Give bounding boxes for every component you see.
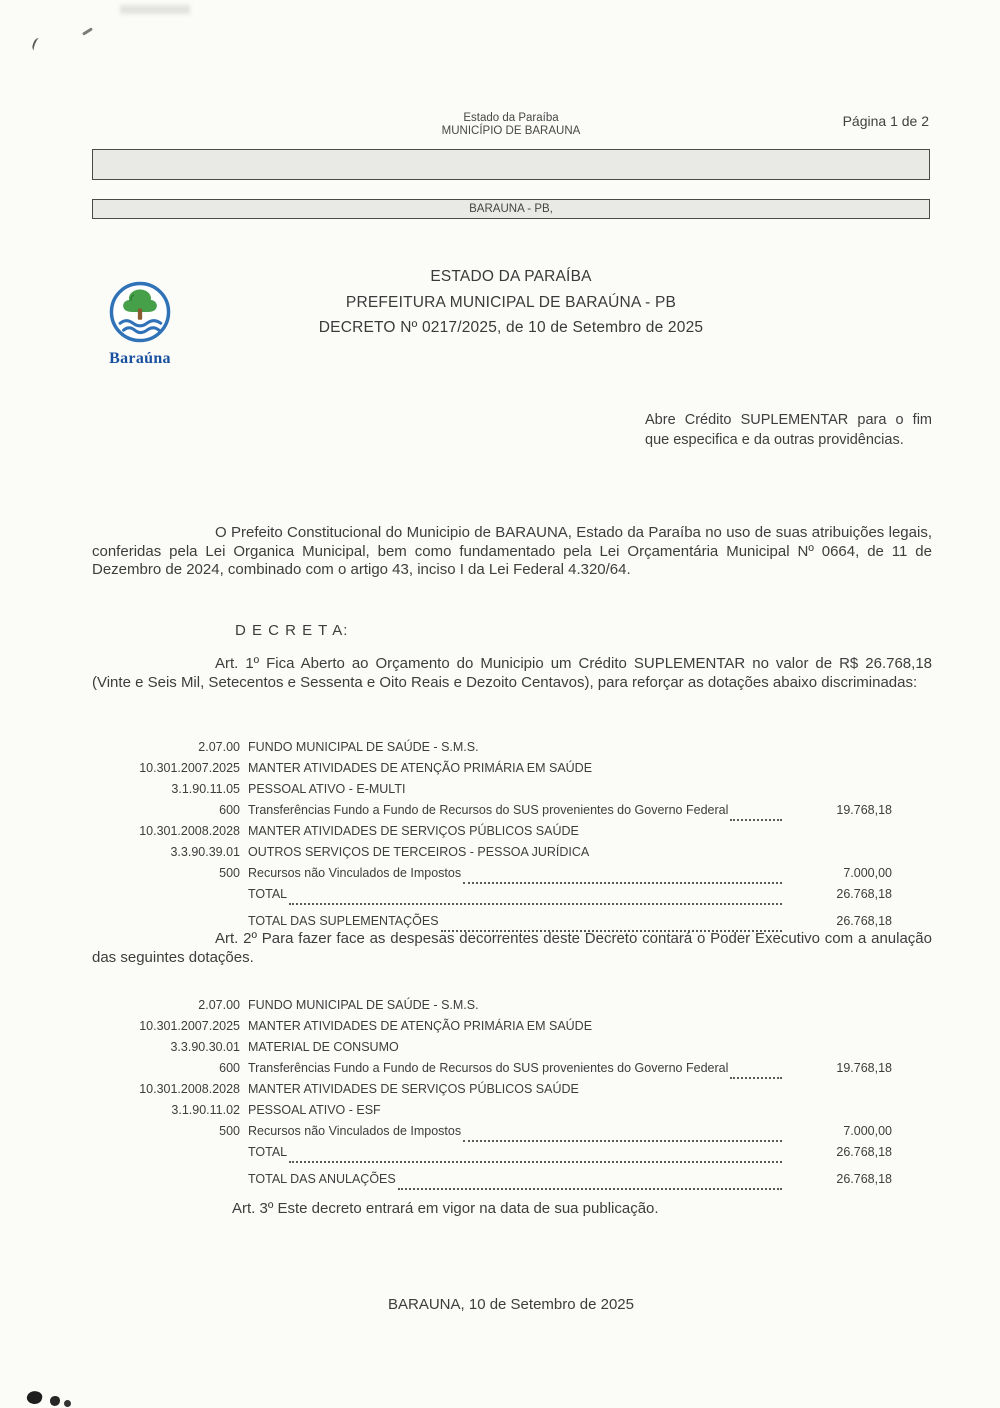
- budget-code: 3.3.90.39.01: [170, 845, 240, 859]
- total-value: 26.768,18: [836, 1145, 892, 1159]
- table-row: [128, 1124, 892, 1145]
- budget-desc: Recursos não Vinculados de Impostos: [248, 1124, 462, 1138]
- preamble-paragraph: O Prefeito Constitucional do Municipio de BARAUNA, Estado da Paraíba no uso de suas atribuições legais, conferidas pela Lei Organica Municipal, bem como fundamentado pela Lei Orçamentária Municipal Nº 0664, de 11 de Dezembro de 2024, combinado com o artigo 43, inciso I da Lei Federal 4.320/64.: [92, 524, 932, 579]
- total-label: TOTAL: [248, 887, 288, 901]
- dotted-leader: [730, 1077, 782, 1079]
- table-row: [128, 1082, 892, 1103]
- article-2: Art. 2º Para fazer face as despesas decorrentes deste Decreto contará o Poder Executivo com a anulação das seguintes dotações.: [92, 930, 932, 966]
- budget-desc: FUNDO MUNICIPAL DE SAÚDE - S.M.S.: [248, 998, 479, 1012]
- budget-value: 19.768,18: [836, 1061, 892, 1075]
- suplementacoes-table: [128, 740, 892, 935]
- budget-code: 10.301.2008.2028: [139, 1082, 240, 1096]
- total-label: TOTAL: [248, 1145, 288, 1159]
- letterhead-state: Estado da Paraíba: [463, 112, 559, 124]
- dotted-leader: [289, 1161, 782, 1163]
- dotted-leader: [398, 1188, 782, 1190]
- table-row: [128, 824, 892, 845]
- dotted-leader: [730, 819, 782, 821]
- budget-desc: Recursos não Vinculados de Impostos: [248, 866, 462, 880]
- table-row: [128, 1103, 892, 1124]
- title-state: ESTADO DA PARAÍBA: [430, 268, 592, 285]
- budget-desc: FUNDO MUNICIPAL DE SAÚDE - S.M.S.: [248, 740, 479, 754]
- header-box-city: [92, 199, 930, 219]
- article-3: Art. 3º Este decreto entrará em vigor na data de sua publicação.: [232, 1200, 659, 1217]
- table-row: [128, 1040, 892, 1061]
- budget-code: 10.301.2008.2028: [139, 824, 240, 838]
- budget-code: 2.07.00: [198, 740, 240, 754]
- anulacoes-table: [128, 998, 892, 1193]
- header-box-city-label: BARAUNA - PB,: [469, 203, 553, 215]
- grand-total-label: TOTAL DAS SUPLEMENTAÇÕES: [248, 914, 439, 928]
- budget-value: 7.000,00: [843, 866, 892, 880]
- budget-code: 3.1.90.11.05: [171, 782, 240, 796]
- grand-total-row: [128, 1172, 892, 1193]
- page-number: Página 1 de 2: [842, 113, 929, 129]
- budget-desc: PESSOAL ATIVO - E-MULTI: [248, 782, 406, 796]
- scan-artifact: [26, 1389, 44, 1405]
- scan-artifact: [120, 5, 190, 14]
- table-row: [128, 782, 892, 803]
- budget-desc: OUTROS SERVIÇOS DE TERCEIROS - PESSOA JURÍDICA: [248, 845, 590, 859]
- budget-desc: MANTER ATIVIDADES DE SERVIÇOS PÚBLICOS SAÚDE: [248, 1082, 579, 1096]
- budget-code: 2.07.00: [198, 998, 240, 1012]
- dotted-leader: [463, 882, 782, 884]
- article-1: Art. 1º Fica Aberto ao Orçamento do Municipio um Crédito SUPLEMENTAR no valor de R$ 26.768,18 (Vinte e Seis Mil, Setecentos e Sessenta e Oito Reais e Dezoito Centavos), para reforçar as dotações abaixo discriminadas:: [92, 655, 932, 691]
- logo-caption: Baraúna: [109, 350, 171, 367]
- budget-desc: MATERIAL DE CONSUMO: [248, 1040, 399, 1054]
- table-row: [128, 845, 892, 866]
- decreta-heading: D E C R E T A:: [235, 622, 349, 639]
- title-decreto-number: DECRETO Nº 0217/2025, de 10 de Setembro de 2025: [318, 319, 704, 336]
- budget-code: 600: [219, 803, 240, 817]
- ementa-summary: Abre Crédito SUPLEMENTAR para o fim que especifica e da outras providências.: [645, 412, 932, 448]
- dotted-leader: [289, 903, 782, 905]
- scan-artifact: [31, 37, 43, 52]
- budget-value: 19.768,18: [836, 803, 892, 817]
- budget-value: 7.000,00: [843, 1124, 892, 1138]
- budget-code: 500: [219, 1124, 240, 1138]
- table-row: [128, 761, 892, 782]
- budget-code: 3.3.90.30.01: [170, 1040, 240, 1054]
- table-row: [128, 803, 892, 824]
- budget-code: 600: [219, 1061, 240, 1075]
- total-value: 26.768,18: [836, 887, 892, 901]
- place-date-line: BARAUNA, 10 de Setembro de 2025: [388, 1296, 634, 1313]
- table-row: [128, 1019, 892, 1040]
- header-box-blank: [92, 149, 930, 180]
- letterhead-municipality: MUNICÍPIO DE BARAUNA: [441, 125, 581, 137]
- budget-desc: MANTER ATIVIDADES DE SERVIÇOS PÚBLICOS SAÚDE: [248, 824, 579, 838]
- budget-desc: MANTER ATIVIDADES DE ATENÇÃO PRIMÁRIA EM SAÚDE: [248, 1019, 593, 1033]
- table-row: [128, 866, 892, 887]
- budget-desc: PESSOAL ATIVO - ESF: [248, 1103, 381, 1117]
- scan-artifact: [64, 1400, 71, 1407]
- title-prefeitura: PREFEITURA MUNICIPAL DE BARAÚNA - PB: [345, 294, 677, 311]
- budget-code: 500: [219, 866, 240, 880]
- dotted-leader: [463, 1140, 782, 1142]
- budget-desc: MANTER ATIVIDADES DE ATENÇÃO PRIMÁRIA EM SAÚDE: [248, 761, 593, 775]
- budget-code: 3.1.90.11.02: [171, 1103, 240, 1117]
- budget-code: 10.301.2007.2025: [139, 761, 240, 775]
- grand-total-value: 26.768,18: [836, 1172, 892, 1186]
- scan-artifact: [82, 27, 93, 35]
- table-row: [128, 740, 892, 761]
- budget-desc: Transferências Fundo a Fundo de Recursos do SUS provenientes do Governo Federal: [248, 803, 729, 817]
- scan-artifact: [50, 1396, 60, 1406]
- letterhead: [92, 112, 930, 138]
- grand-total-label: TOTAL DAS ANULAÇÕES: [248, 1172, 396, 1186]
- total-row: [128, 887, 892, 908]
- table-row: [128, 998, 892, 1019]
- total-row: [128, 1145, 892, 1166]
- table-row: [128, 1061, 892, 1082]
- budget-code: 10.301.2007.2025: [139, 1019, 240, 1033]
- budget-desc: Transferências Fundo a Fundo de Recursos do SUS provenientes do Governo Federal: [248, 1061, 729, 1075]
- grand-total-value: 26.768,18: [836, 914, 892, 928]
